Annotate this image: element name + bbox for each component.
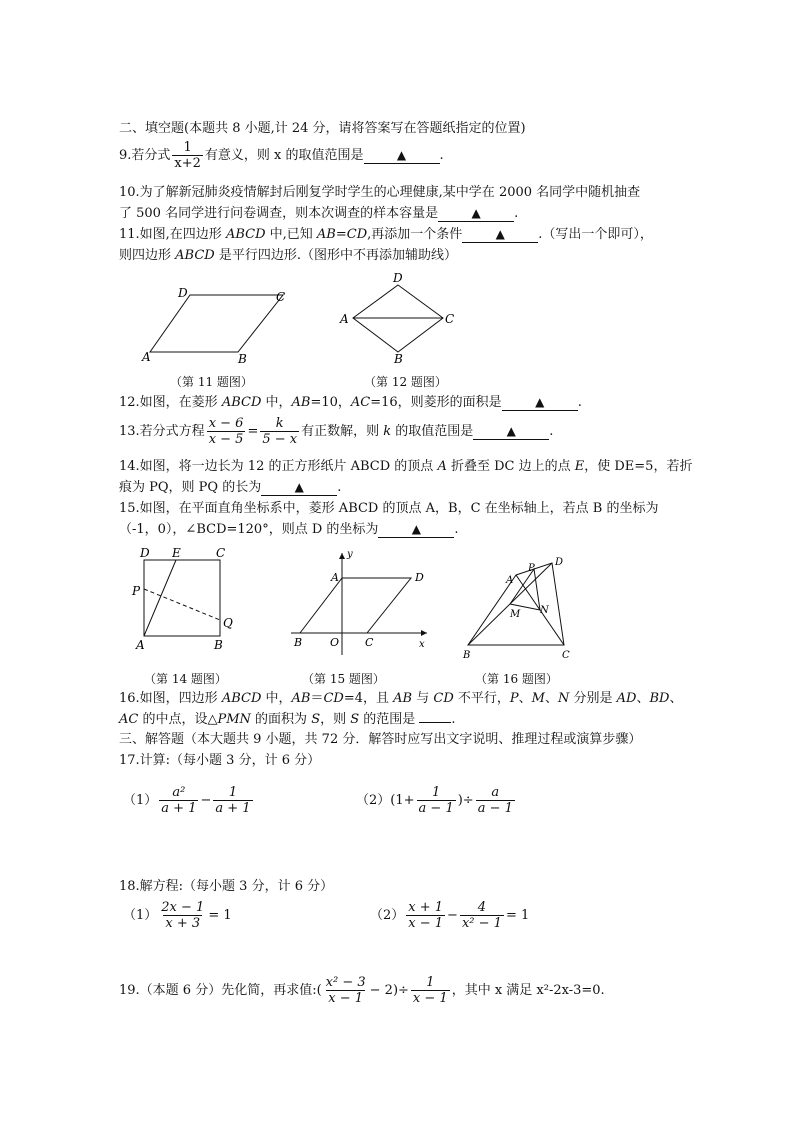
q9-denominator: x+2 — [174, 156, 201, 171]
fig16-label-n: N — [540, 605, 549, 616]
q12-t2: ABCD — [221, 395, 262, 410]
q18p2-fraction-1 — [406, 900, 445, 931]
fig16-label-m: M — [510, 609, 521, 620]
q17p1-label: （1） — [123, 793, 158, 808]
q9-end: . — [439, 148, 444, 163]
q16-t10: CD — [433, 691, 454, 706]
q16-t22: AC — [119, 712, 139, 727]
q16-t23: 的中点，设△ — [138, 712, 218, 727]
fig15-rhombus — [300, 578, 411, 633]
question-10-line2 — [119, 205, 518, 223]
q13-t3: 的取值范围是 — [391, 424, 474, 439]
q18-part-1 — [123, 900, 232, 931]
fig14-label-c: C — [216, 546, 226, 560]
figure-16 — [460, 555, 585, 661]
q19-fraction-1 — [324, 975, 368, 1006]
q9-text: 有意义，则 x 的取值范围是 — [204, 148, 364, 163]
q13-fraction-1 — [207, 416, 246, 447]
q17p1-den1: a + 1 — [161, 801, 197, 816]
q16-t15: 、 — [544, 691, 558, 706]
q17-part-1 — [123, 785, 255, 816]
q16-t8: AB — [393, 691, 413, 706]
fig16-caption: （第 16 题图） — [475, 672, 558, 686]
fig11-label-a: A — [142, 350, 151, 364]
q19-open: ( — [316, 983, 322, 998]
q15-end: . — [454, 522, 459, 537]
fig11-caption: （第 11 题图） — [170, 375, 253, 389]
q18p2-op: − — [447, 908, 458, 923]
q18p1-den: x + 3 — [165, 916, 201, 931]
q13-k: k — [383, 424, 392, 439]
q16-t18: AD — [616, 691, 637, 706]
q13-t2: 有正数解，则 — [301, 424, 384, 439]
q11-answer-blank[interactable] — [462, 227, 538, 243]
q9-blank-mark: ▲ — [396, 148, 407, 162]
q11-blank-mark: ▲ — [495, 227, 505, 241]
fig12-label-c: C — [445, 312, 455, 326]
q15-answer-blank[interactable] — [378, 522, 454, 538]
q11-t1: 11.如图,在四边形 — [119, 227, 226, 242]
q18p1-fraction — [159, 900, 206, 931]
q18-part-2 — [370, 900, 529, 931]
figure-11 — [140, 282, 300, 366]
fig12-label-a: A — [340, 312, 349, 326]
q9-fraction — [172, 140, 203, 171]
fig16-label-c: C — [562, 650, 570, 661]
q17p2-num1: 1 — [431, 785, 441, 800]
fig16-label-b: B — [463, 650, 471, 661]
q16-t11: 不平行， — [453, 691, 510, 706]
q17p1-fraction-1 — [159, 785, 198, 816]
fig12-label-b: B — [394, 352, 403, 364]
q16-t7: =4，且 — [343, 691, 394, 706]
q19-fraction-2 — [411, 975, 450, 1006]
q14-t3: 折叠至 DC 边上的点 — [446, 459, 575, 474]
question-11-line1 — [119, 226, 653, 244]
q19-pre: 19.（本题 6 分）先化简，再求值: — [119, 983, 317, 998]
fig14-fold-line — [144, 560, 176, 636]
q17p1-fraction-2 — [213, 785, 252, 816]
figure-12 — [335, 270, 465, 364]
q11-t3: 中,已知 — [265, 227, 317, 242]
question-18-title: 18.解方程:（每小题 3 分，计 6 分） — [119, 879, 334, 894]
fig15-label-d: D — [415, 571, 424, 584]
q14-blank-mark: ▲ — [294, 480, 304, 494]
q16-t13: 、 — [518, 691, 532, 706]
question-10-line1: 10.为了解新冠肺炎疫情解封后刚复学时学生的心理健康,某中学在 2000 名同学中随机抽查 — [119, 185, 641, 200]
fig12-caption: （第 12 题图） — [364, 375, 447, 389]
q12-t7: =16，则菱形的面积是 — [370, 395, 502, 410]
q15-t1: （-1，0），∠BCD=120°，则点 D 的坐标为 — [119, 522, 379, 537]
q14-t4: E — [574, 459, 585, 474]
q11-t5: ,再添加一个条件 — [367, 227, 463, 242]
q14-answer-blank[interactable] — [261, 480, 337, 496]
fig14-label-q: Q — [223, 616, 233, 630]
q12-t3: 中， — [261, 395, 292, 410]
q16-t19: 、 — [636, 691, 650, 706]
q16-t29: 的范围是 — [359, 712, 420, 727]
q16-end: . — [451, 712, 456, 727]
figure-14 — [128, 545, 238, 653]
fig11-label-c: C — [276, 290, 286, 304]
q12-blank-mark: ▲ — [535, 395, 545, 409]
q13-t1: 13.若分式方程 — [119, 424, 205, 439]
q13-equals: = — [247, 424, 259, 439]
fig14-square — [144, 560, 220, 636]
q17p2-den2: a − 1 — [477, 801, 513, 816]
q9-answer-blank[interactable] — [364, 148, 440, 164]
q16-t4: AB — [291, 691, 311, 706]
q16-t27: ，则 — [320, 712, 351, 727]
q14-t5: ，使 DE=5，若折 — [584, 459, 693, 474]
q17p2-num2: a — [491, 785, 500, 800]
q13-end: . — [549, 424, 554, 439]
q16-t28: S — [350, 712, 360, 727]
fig12-label-d: D — [393, 271, 403, 285]
q16-t17: 分别是 — [569, 691, 617, 706]
q17p1-op: − — [200, 793, 212, 808]
fig14-label-b: B — [214, 638, 223, 652]
q17p2-label: （2） — [356, 793, 391, 808]
q19-den1: x − 1 — [328, 991, 364, 1006]
question-17-title: 17.计算:（每小题 3 分，计 6 分） — [119, 753, 321, 768]
q14-t1: 14.如图，将一边长为 12 的正方形纸片 ABCD 的顶点 — [119, 459, 438, 474]
q16-t9: 与 — [412, 691, 434, 706]
q19-num2: 1 — [426, 975, 435, 990]
fig15-label-o: O — [330, 636, 340, 649]
q11-t2: ABCD — [225, 227, 266, 242]
q16-answer-blank[interactable] — [419, 722, 451, 723]
fig11-label-b: B — [238, 352, 247, 366]
q16-t3: 中， — [261, 691, 292, 706]
q17p1-num2: 1 — [228, 785, 238, 800]
q11-t9: 是平行四边形.（图形中不再添加辅助线） — [214, 248, 457, 263]
q9-prefix: 9.若分式 — [119, 148, 171, 163]
q13-num1: x − 6 — [208, 416, 244, 431]
q15-blank-mark: ▲ — [411, 522, 421, 536]
q16-t25: 的面积为 — [250, 712, 312, 727]
question-11-line2 — [119, 247, 457, 265]
q13-den1: x − 5 — [208, 432, 244, 447]
q19-post: ，其中 x 满足 x²-2x-3=0. — [451, 983, 605, 998]
q16-t1: 16.如图，四边形 — [119, 691, 222, 706]
fig16-label-p: P — [528, 563, 535, 574]
q10-answer-blank[interactable] — [438, 206, 514, 222]
q16-t24: PMN — [217, 712, 251, 727]
fig16-label-a: A — [506, 575, 514, 586]
q14-end: . — [337, 480, 342, 495]
question-16-line2 — [119, 711, 456, 729]
q13-num2: k — [275, 416, 284, 431]
section-2-heading: 二、填空题(本题共 8 小题,计 24 分，请将答案写在答题纸指定的位置) — [119, 121, 526, 136]
fig14-caption: （第 14 题图） — [144, 672, 227, 686]
q16-t14: M — [531, 691, 545, 706]
q13-blank-mark: ▲ — [506, 424, 516, 438]
q16-t21: 、 — [669, 691, 683, 706]
q13-answer-blank[interactable] — [473, 424, 549, 440]
q18p1-label: （1） — [123, 908, 158, 923]
q10-text: 了 500 名同学进行问卷调查，则本次调查的样本容量是 — [119, 206, 439, 221]
fig15-x-arrow — [421, 630, 427, 636]
q16-t12: P — [509, 691, 519, 706]
q17p2-fraction-2 — [476, 785, 515, 816]
q18p2-num1: x + 1 — [408, 900, 444, 915]
q10-end: . — [514, 206, 519, 221]
q14-t2: A — [437, 459, 447, 474]
q12-answer-blank[interactable] — [502, 395, 578, 411]
question-12 — [119, 394, 582, 412]
q16-t5: ＝ — [310, 691, 324, 706]
question-19 — [119, 975, 605, 1006]
fig14-crease-pq — [144, 589, 220, 620]
q18p2-fraction-2 — [460, 900, 504, 931]
q18p1-num: 2x − 1 — [161, 900, 205, 915]
question-15-line2 — [119, 521, 459, 539]
q16-t6: CD — [323, 691, 344, 706]
q11-t6: .（写出一个即可）， — [538, 227, 653, 242]
q17p2-den1: a − 1 — [418, 801, 454, 816]
q11-t7: 则四边形 — [119, 248, 176, 263]
q14-t6: 痕为 PQ，则 PQ 的长为 — [119, 480, 262, 495]
q9-numerator: 1 — [183, 140, 192, 155]
q17-part-2 — [356, 785, 517, 816]
q12-t4: AB — [291, 395, 311, 410]
q11-t4: AB=CD — [316, 227, 368, 242]
q12-t6: AC — [350, 395, 371, 410]
q11-t8: ABCD — [175, 248, 215, 263]
q12-end: . — [577, 395, 582, 410]
question-15-line1: 15.如图，在平面直角坐标系中，菱形 ABCD 的顶点 A，B，C 在坐标轴上，若点 B 的坐标为 — [119, 501, 659, 516]
fig14-label-p: P — [132, 584, 141, 598]
figure-15 — [285, 545, 435, 655]
q18p1-rhs: = 1 — [208, 908, 232, 923]
fig16-label-d: D — [555, 557, 564, 568]
q16-t26: S — [311, 712, 321, 727]
q17p2-pre: (1+ — [390, 793, 415, 808]
fig14-label-d: D — [140, 546, 150, 560]
fig15-caption: （第 15 题图） — [302, 672, 385, 686]
fig15-y-arrow — [339, 553, 345, 559]
fig11-label-d: D — [178, 286, 188, 300]
q17p1-den2: a + 1 — [215, 801, 251, 816]
q16-t16: N — [557, 691, 570, 706]
fig15-label-y: y — [347, 549, 353, 560]
q13-fraction-2 — [260, 416, 299, 447]
fig15-label-x: x — [419, 639, 425, 650]
q17p1-num1: a² — [172, 785, 186, 800]
q17p2-mid: )÷ — [457, 793, 474, 808]
question-9 — [119, 140, 444, 171]
question-16-line1 — [119, 690, 682, 708]
q12-t1: 12.如图，在菱形 — [119, 395, 222, 410]
question-14-line2 — [119, 479, 341, 497]
q13-den2: 5 − x — [262, 432, 298, 447]
q19-den2: x − 1 — [412, 991, 448, 1006]
q16-t2: ABCD — [221, 691, 262, 706]
q18p2-label: （2） — [370, 908, 405, 923]
fig14-label-e: E — [172, 546, 181, 560]
q12-t5: =10， — [310, 395, 351, 410]
section-3-heading: 三、解答题（本大题共 9 小题，共 72 分．解答时应写出文字说明、推理过程或演算步骤） — [119, 732, 642, 747]
q18p2-num2: 4 — [477, 900, 487, 915]
question-13 — [119, 416, 553, 447]
fig15-label-c: C — [365, 636, 374, 649]
q19-num1: x² − 3 — [325, 975, 366, 990]
q17p2-fraction-1 — [417, 785, 456, 816]
fig15-label-a: A — [331, 571, 339, 584]
q18p2-den2: x² − 1 — [461, 916, 502, 931]
q10-blank-mark: ▲ — [471, 206, 481, 220]
q19-mid: − 2)÷ — [369, 983, 409, 998]
question-14-line1 — [119, 458, 692, 476]
q18p2-den1: x − 1 — [408, 916, 444, 931]
fig15-label-b: B — [294, 636, 303, 649]
fig11-parallelogram — [150, 295, 283, 352]
q16-t20: BD — [649, 691, 670, 706]
q18p2-rhs: = 1 — [505, 908, 530, 923]
fig14-label-a: A — [136, 638, 145, 652]
